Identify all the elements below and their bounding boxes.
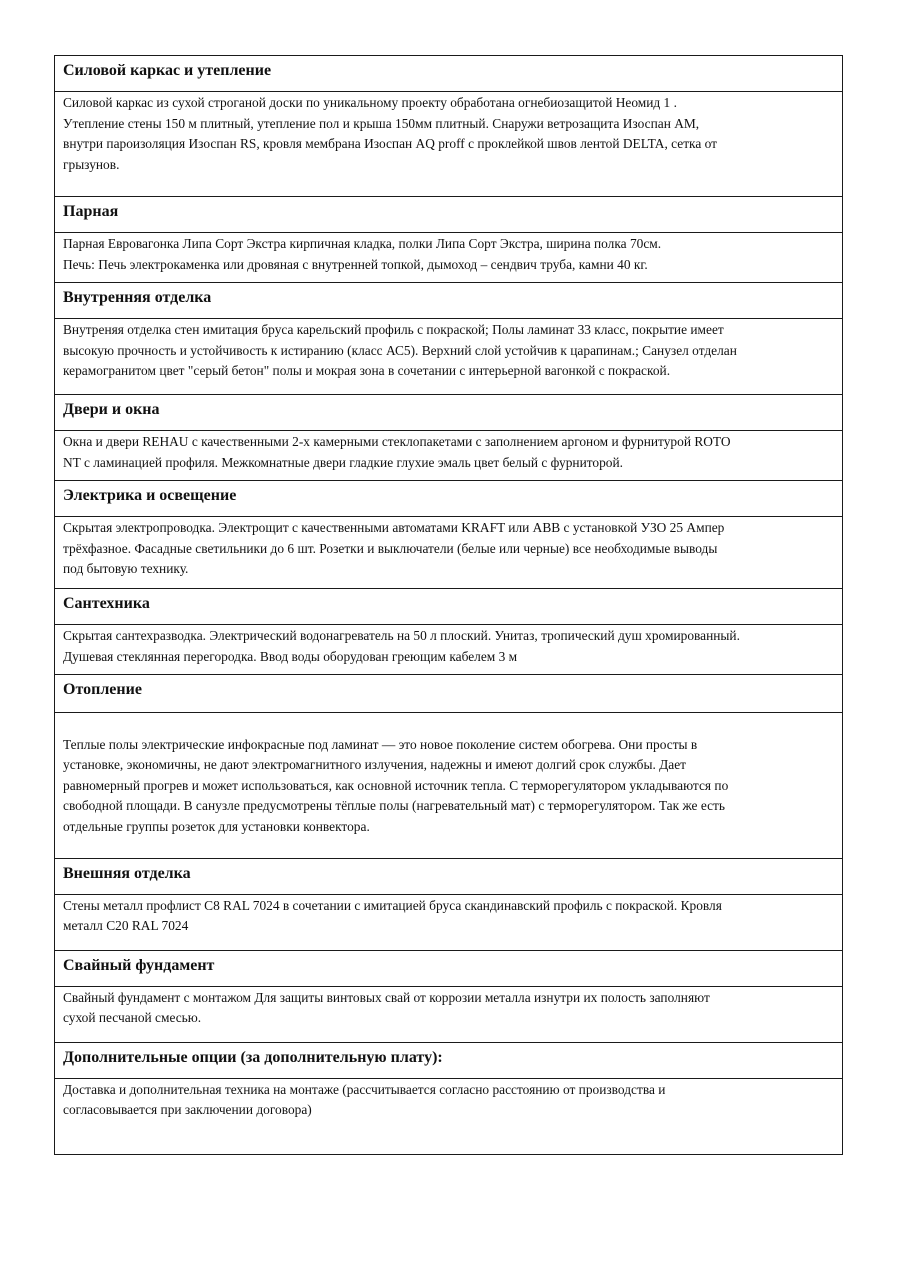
section-heading: Внутренняя отделка: [55, 283, 843, 319]
section-text-line: металл С20 RAL 7024: [63, 918, 189, 933]
section-heading: Свайный фундамент: [55, 950, 843, 986]
section-text-line: трёхфазное. Фасадные светильники до 6 шт. Розетки и выключатели (белые или черные) все необходимые выводы: [63, 540, 718, 556]
section-text-line: Доставка и дополнительная техника на монтаже (рассчитывается согласно расстоянию от производства и: [63, 1081, 666, 1097]
section-text-line: согласовывается при заключении договора): [63, 1102, 312, 1117]
spec-table: [54, 55, 843, 1155]
section-heading: Парная: [55, 197, 843, 233]
section-body: [55, 894, 843, 950]
section-text-line: Теплые полы электрические инфокрасные под ламинат — это новое поколение систем обогрева. Они просты в: [63, 736, 698, 752]
section-text-line: Парная Евровагонка Липа Сорт Экстра кирпичная кладка, полки Липа Сорт Экстра, ширина полка 70см.: [63, 236, 662, 251]
section-heading-row: [55, 481, 843, 517]
section-body-row: [55, 517, 843, 589]
section-body-row: [55, 894, 843, 950]
section-text-line: Внутреняя отделка стен имитация бруса карельский профиль с покраской; Полы ламинат 33 класс, покрытие имеет: [63, 322, 724, 337]
section-heading-row: [55, 395, 843, 431]
section-text-line: Силовой каркас из сухой строганой доски по уникальному проекту обработана огнебиозащитой Неомид 1 .: [63, 95, 677, 110]
section-heading-row: [55, 1042, 843, 1078]
section-body-row: [55, 625, 843, 675]
section-text-line: NT с ламинацией профиля. Межкомнатные двери гладкие глухие эмаль цвет белый с фурниторой.: [63, 454, 624, 470]
section-body: [55, 517, 843, 589]
spec-table-body: [55, 56, 843, 1155]
section-text-line: Стены металл профлист С8 RAL 7024 в сочетании с имитацией бруса скандинавский профиль с покраской. Кровля: [63, 897, 722, 913]
section-body-row: [55, 431, 843, 481]
section-body: [55, 92, 843, 197]
section-body: [55, 625, 843, 675]
section-body: [55, 431, 843, 481]
section-heading-row: [55, 283, 843, 319]
section-text-line: грызунов.: [63, 156, 120, 172]
section-heading-row: [55, 950, 843, 986]
section-heading: Дополнительные опции (за дополнительную плату):: [55, 1042, 843, 1078]
section-text-line: Окна и двери REHAU с качественными 2-х камерными стеклопакетами с заполнением аргоном и фурнитурой ROTO: [63, 434, 731, 449]
section-text-line: свободной площади. В санузле предусмотрены тёплые полы (нагревательный мат) с терморегулятором. Так же есть: [63, 798, 726, 813]
section-heading-row: [55, 675, 843, 713]
section-text-line: установке, экономичны, не дают электромагнитного излучения, надежны и имеют долгий срок службы. Дает: [63, 757, 687, 772]
section-text-line: Печь: Печь электрокаменка или дровяная с внутренней топкой, дымоход – сендвич труба, камни 40 кг.: [63, 256, 648, 272]
section-heading: Двери и окна: [55, 395, 843, 431]
section-body-row: [55, 713, 843, 859]
section-text-line: Душевая стеклянная перегородка. Ввод воды оборудован греющим кабелем 3 м: [63, 648, 518, 664]
section-text-line: Утепление стены 150 м плитный, утепление пол и крыша 150мм плитный. Снаружи ветрозащита Изоспан АМ,: [63, 115, 700, 131]
section-heading-row: [55, 197, 843, 233]
section-text-line: Свайный фундамент с монтажом Для защиты винтовых свай от коррозии металла изнутри их полость заполняют: [63, 989, 710, 1005]
section-body: [55, 986, 843, 1042]
section-body: [55, 1078, 843, 1154]
section-body-row: [55, 92, 843, 197]
section-text-line: внутри пароизоляция Изоспан RS, кровля мембрана Изоспан AQ proff с проклейкой швов лентой DELTA, сетка от: [63, 136, 718, 151]
section-heading-row: [55, 589, 843, 625]
section-body-row: [55, 986, 843, 1042]
section-body-row: [55, 233, 843, 283]
section-text-line: под бытовую технику.: [63, 561, 189, 576]
section-body: [55, 319, 843, 395]
section-heading: Силовой каркас и утепление: [55, 56, 843, 92]
section-heading: Сантехника: [55, 589, 843, 625]
section-heading: Внешняя отделка: [55, 858, 843, 894]
section-text-line: равномерный прогрев и может использоваться, как основной источник тепла. С терморегулятором укладываются по: [63, 777, 729, 793]
section-text-line: керамогранитом цвет "серый бетон" полы и мокрая зона в сочетании с интерьерной вагонкой с покраской.: [63, 363, 671, 378]
section-heading: Электрика и освещение: [55, 481, 843, 517]
section-body: [55, 713, 843, 859]
section-heading-row: [55, 56, 843, 92]
section-body-row: [55, 1078, 843, 1154]
section-text-line: [63, 714, 834, 735]
section-text-line: [63, 837, 834, 858]
section-heading: Отопление: [55, 675, 843, 713]
section-body: [55, 233, 843, 283]
section-text-line: [63, 1121, 834, 1142]
section-text-line: отдельные группы розеток для установки конвектора.: [63, 818, 370, 834]
section-text-line: высокую прочность и устойчивость к истиранию (класс АС5). Верхний слой устойчив к царапинам.; Санузел отделан: [63, 342, 737, 358]
section-text-line: сухой песчаной смесью.: [63, 1010, 202, 1025]
section-body-row: [55, 319, 843, 395]
section-text-line: Скрытая сантехразводка. Электрический водонагреватель на 50 л плоский. Унитаз, тропический душ хромированный.: [63, 628, 740, 643]
section-heading-row: [55, 858, 843, 894]
section-text-line: Скрытая электропроводка. Электрощит с качественными автоматами KRAFT или ABB с установкой УЗО 25 Ампер: [63, 520, 725, 535]
